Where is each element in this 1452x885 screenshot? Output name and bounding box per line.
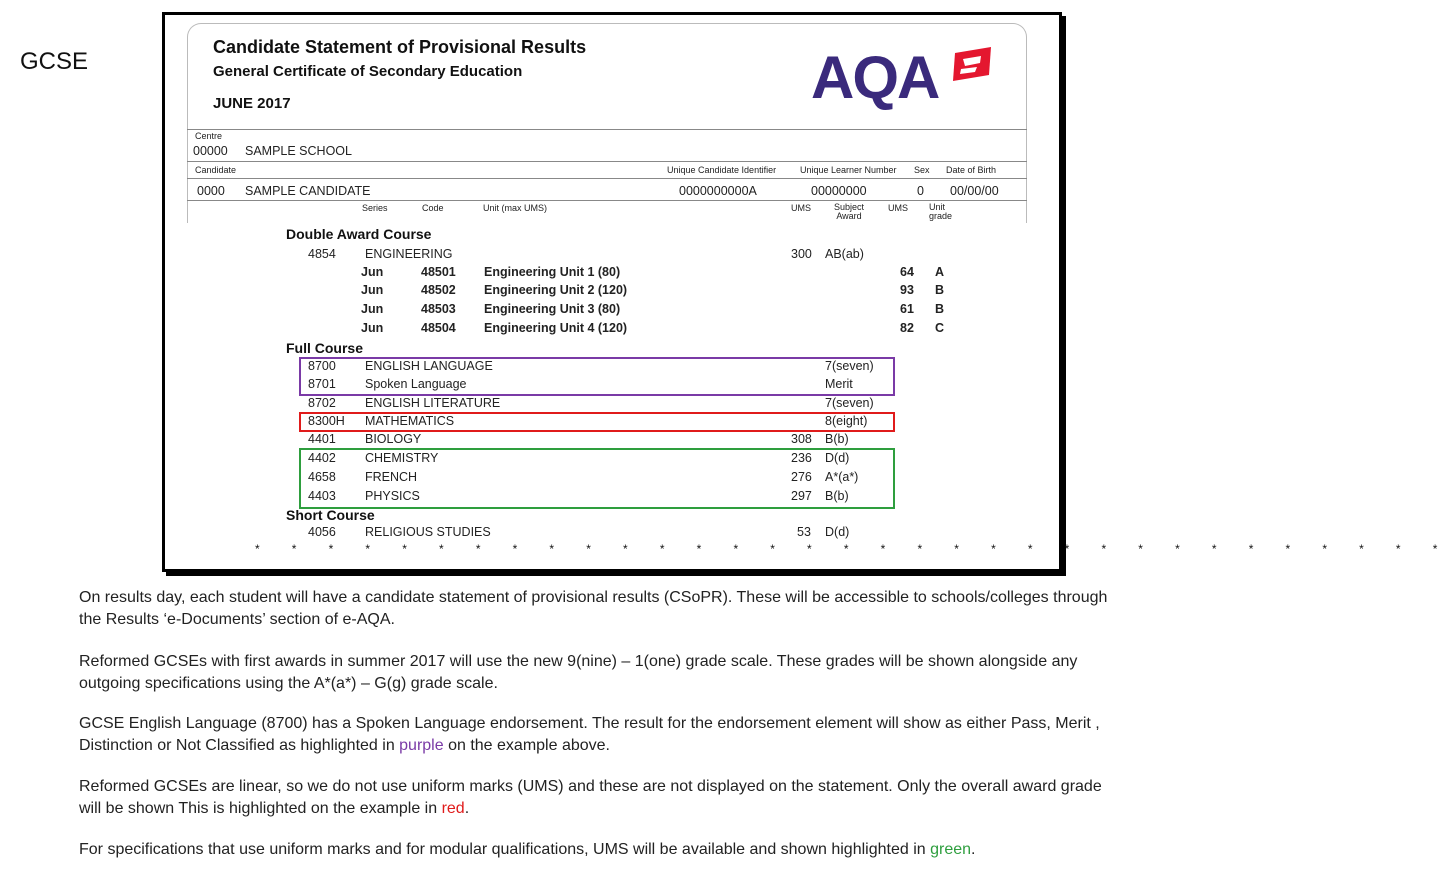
subject-code: 4658: [308, 470, 336, 484]
sex-value: 0: [917, 184, 924, 198]
subject-code: 4401: [308, 432, 336, 446]
unit-grade: B: [935, 283, 945, 297]
unit-name: Engineering Unit 2 (120): [484, 283, 628, 297]
statement-subtitle: General Certificate of Secondary Education: [213, 63, 523, 80]
uln-value: 00000000: [811, 184, 867, 198]
uci-value: 0000000000A: [679, 184, 757, 198]
subject-name: Spoken Language: [365, 377, 467, 391]
paragraph-ums: [79, 839, 1119, 861]
col-unit: Unit (max UMS): [483, 203, 548, 213]
subject-award: A*(a*): [825, 470, 859, 484]
paragraph-text: For specifications that use uniform marks and for modular qualifications, UMS will be available and shown highlighted in: [79, 841, 931, 858]
unit-code: 48504: [421, 321, 456, 335]
unit-ums: 64: [900, 265, 914, 279]
short-course-heading: Short Course: [286, 507, 375, 523]
subject-award: AB(ab): [825, 247, 864, 261]
subject-award: D(d): [825, 525, 850, 539]
subject-award: Merit: [825, 377, 853, 391]
candidate-label: Candidate: [195, 165, 237, 175]
paragraph-text: .: [971, 841, 976, 858]
subject-ums: 297: [791, 489, 812, 503]
col-code: Code: [422, 203, 444, 213]
green-highlight-word: green: [930, 841, 972, 858]
subject-name: FRENCH: [365, 470, 418, 484]
sex-label: Sex: [914, 165, 930, 175]
purple-highlight-word: purple: [399, 737, 444, 754]
unit-grade: C: [935, 321, 945, 335]
unit-series: Jun: [361, 321, 384, 335]
col-ums: UMS: [791, 203, 811, 213]
statement-title: Candidate Statement of Provisional Results: [213, 37, 587, 57]
divider: [187, 200, 1027, 201]
subject-name: ENGLISH LITERATURE: [365, 396, 501, 410]
subject-code: 4403: [308, 489, 336, 503]
subject-award: B(b): [825, 432, 849, 446]
subject-ums: 308: [791, 432, 812, 446]
unit-grade: B: [935, 302, 945, 316]
unit-code: 48503: [421, 302, 456, 316]
subject-code: 4056: [308, 525, 336, 539]
paragraph-text: GCSE English Language (8700) has a Spoken Language endorsement. The result for the endorsement element will show as either Pass, Merit , Distinction or Not Classified as highlighted in: [79, 715, 1100, 754]
subject-name: ENGINEERING: [365, 247, 453, 261]
subject-name: ENGLISH LANGUAGE: [365, 359, 493, 373]
subject-code: 4402: [308, 451, 336, 465]
centre-label: Centre: [195, 131, 223, 141]
dob-label: Date of Birth: [946, 165, 997, 175]
divider: [187, 161, 1027, 162]
subject-name: BIOLOGY: [365, 432, 422, 446]
col-unit-ums: UMS: [888, 203, 908, 213]
col-subject-award: Subject Award: [833, 202, 865, 221]
subject-award: 8(eight): [825, 414, 868, 428]
unit-ums: 93: [900, 283, 914, 297]
centre-number: 00000: [193, 144, 228, 158]
full-course-heading: Full Course: [286, 340, 364, 356]
subject-name: CHEMISTRY: [365, 451, 439, 465]
candidate-name: SAMPLE CANDIDATE: [245, 184, 371, 198]
centre-name: SAMPLE SCHOOL: [245, 144, 352, 158]
subject-award: D(d): [825, 451, 850, 465]
dob-value: 00/00/00: [950, 184, 999, 198]
subject-code: 8702: [308, 396, 336, 410]
uci-label: Unique Candidate Identifier: [667, 165, 777, 175]
subject-code: 4854: [308, 247, 336, 261]
paragraph-spoken-language: [79, 713, 1119, 757]
paragraph-text: Reformed GCSEs are linear, so we do not use uniform marks (UMS) and these are not displayed on the statement. Only the overall award grade will be shown This is highlighted on the example in: [79, 778, 1102, 817]
results-statement: [162, 12, 1452, 572]
unit-code: 48502: [421, 283, 456, 297]
paragraph-text: on the example above.: [443, 737, 610, 754]
unit-series: Jun: [361, 302, 384, 316]
red-highlight-word: red: [441, 800, 465, 817]
paragraph-grade-scale: Reformed GCSEs with first awards in summer 2017 will use the new 9(nine) – 1(one) grade scale. These grades will be shown alongside any outgoing specifications using the A*(a*) – G(g) grade scale.: [79, 653, 1078, 692]
paragraph-linear-gcse: [79, 776, 1119, 820]
subject-award: 7(seven): [825, 359, 874, 373]
subject-name: PHYSICS: [365, 489, 420, 503]
unit-ums: 61: [900, 302, 914, 316]
gcse-label: GCSE: [20, 48, 89, 75]
unit-series: Jun: [361, 283, 384, 297]
double-award-heading: Double Award Course: [286, 226, 432, 242]
col-unit-grade: Unit grade: [929, 202, 953, 221]
unit-grade: A: [935, 265, 945, 279]
subject-name: MATHEMATICS: [365, 414, 455, 428]
exam-series: JUNE 2017: [213, 95, 291, 112]
candidate-number: 0000: [197, 184, 225, 198]
unit-ums: 82: [900, 321, 914, 335]
subject-award: B(b): [825, 489, 849, 503]
divider: [187, 178, 1027, 179]
end-of-statement-stars: * * * * * * * * * * * * * * * * * * * * * * * * * * * * * * * * *: [255, 542, 1452, 556]
aqa-logo-text: AQA: [811, 44, 939, 111]
aqa-logo: [811, 43, 996, 113]
subject-code: 8700: [308, 359, 336, 373]
subject-award: 7(seven): [825, 396, 874, 410]
subject-ums: 53: [797, 525, 811, 539]
subject-ums: 276: [791, 470, 812, 484]
subject-ums: 236: [791, 451, 812, 465]
unit-name: Engineering Unit 1 (80): [484, 265, 621, 279]
subject-code: 8701: [308, 377, 336, 391]
divider: [187, 129, 1027, 130]
paragraph-text: .: [464, 800, 470, 817]
unit-code: 48501: [421, 265, 456, 279]
unit-name: Engineering Unit 3 (80): [484, 302, 621, 316]
unit-name: Engineering Unit 4 (120): [484, 321, 628, 335]
subject-name: RELIGIOUS STUDIES: [365, 525, 491, 539]
aqa-flag-icon: [951, 45, 993, 85]
paragraph-csopr: On results day, each student will have a candidate statement of provisional results (CSoPR). These will be accessible to schools/colleges through the Results ‘e-Documents’ section of e-AQA.: [79, 589, 1108, 628]
unit-series: Jun: [361, 265, 384, 279]
uln-label: Unique Learner Number: [800, 165, 897, 175]
subject-code: 8300H: [308, 414, 345, 428]
subject-ums: 300: [791, 247, 812, 261]
col-series: Series: [362, 203, 388, 213]
